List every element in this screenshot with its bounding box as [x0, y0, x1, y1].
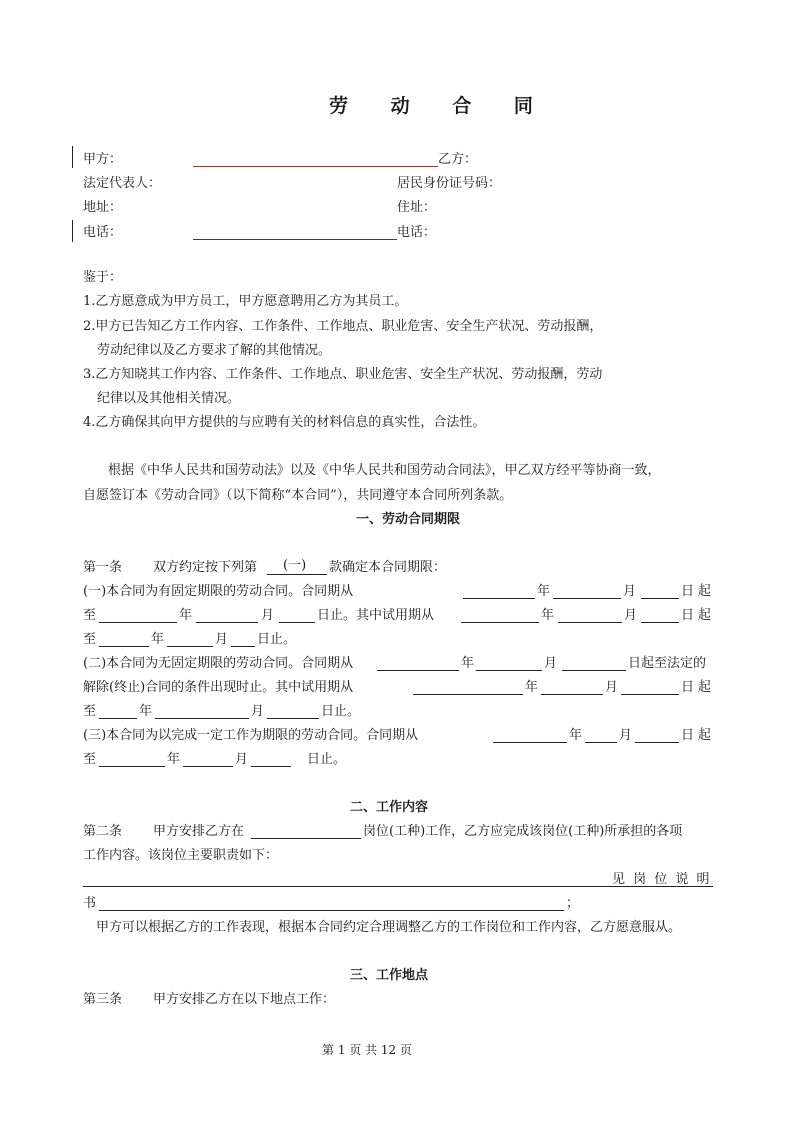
opt2-start-day-blank[interactable] — [562, 670, 626, 671]
opt1-trial-end-day-blank[interactable] — [231, 646, 255, 647]
party-a-blank[interactable] — [193, 166, 438, 167]
opt1-start-year-blank[interactable] — [463, 598, 535, 599]
opt2-year-label: 年 — [461, 656, 475, 671]
opt1-trial-text: 日止。其中试用期从 — [317, 608, 435, 623]
opt2-trial-end-day-blank[interactable] — [267, 718, 319, 719]
opt2-trial-day-from-label: 日起 — [681, 680, 716, 695]
article-3-text: 甲方安排乙方在以下地点工作： — [153, 992, 336, 1007]
opt2-trial-end-year-blank[interactable] — [99, 718, 137, 719]
opt1-trial-end-month-label: 月 — [215, 632, 229, 647]
whereas-item-3-cont: 纪律以及其他相关情况。 — [97, 391, 241, 406]
phone-a-label: 电话： — [83, 225, 123, 240]
article-1-text-a: 双方约定按下列第 — [153, 560, 258, 575]
opt1-trial-end-month-blank[interactable] — [167, 646, 213, 647]
basis-paragraph-line2: 自愿签订本《劳动合同》（以下简称“本合同”），共同遵守本合同所列条款。 — [83, 488, 513, 503]
whereas-item-4: 4.乙方确保其向甲方提供的与应聘有关的材料信息的真实性，合法性。 — [83, 415, 486, 430]
whereas-item-2-cont: 劳动纪律以及乙方要求了解的其他情况。 — [97, 343, 332, 358]
article-3-label: 第三条 — [83, 992, 123, 1007]
party-a-label: 甲方： — [83, 152, 123, 167]
see-post-description: 见 岗 位 说 明 — [612, 872, 712, 887]
opt1-trial-to-label: 至 — [83, 632, 97, 647]
opt1-trial-start-month-blank[interactable] — [558, 622, 622, 623]
article-1-label: 第一条 — [83, 560, 123, 575]
opt2-trial-start-month-blank[interactable] — [541, 694, 603, 695]
opt1-year-label: 年 — [537, 584, 551, 599]
opt2-line2-text: 解除(终止)合同的条件出现时止。其中试用期从 — [83, 680, 354, 695]
opt1-start-day-blank[interactable] — [641, 598, 679, 599]
opt3-start-month-blank[interactable] — [585, 742, 617, 743]
whereas-item-2: 2.甲方已告知乙方工作内容、工作条件、工作地点、职业危害、安全生产状况、劳动报酬， — [83, 319, 603, 334]
opt2-trial-end-year-label: 年 — [139, 704, 153, 719]
residence-label: 住址： — [397, 200, 437, 215]
opt1-month-label: 月 — [623, 584, 637, 599]
opt3-start-day-blank[interactable] — [635, 742, 679, 743]
opt2-trial-end-month-blank[interactable] — [155, 718, 249, 719]
opt1-start-month-blank[interactable] — [553, 598, 621, 599]
opt1-trial-end-year-label: 年 — [151, 632, 165, 647]
opt1-day-from-label: 日起 — [681, 584, 716, 599]
address-label: 地址： — [83, 200, 123, 215]
id-number-label: 居民身份证号码： — [397, 176, 502, 191]
opt3-end-year-label: 年 — [167, 752, 181, 767]
term-choice-value[interactable]: (一) — [283, 558, 307, 573]
revision-bar-bottom — [72, 220, 73, 242]
opt2-to-label: 至 — [83, 704, 97, 719]
opt3-end-month-blank[interactable] — [183, 766, 233, 767]
basis-paragraph-line1: 根据《中华人民共和国劳动法》以及《中华人民共和国劳动合同法》，甲乙双方经平等协商一致， — [108, 463, 661, 478]
article-2-text-a: 甲方安排乙方在 — [153, 824, 245, 839]
revision-bar-top — [72, 146, 73, 168]
party-b-label: 乙方： — [438, 152, 478, 167]
page-title: 劳 动 合 同 — [329, 95, 551, 117]
opt1-end-year-blank[interactable] — [99, 622, 177, 623]
opt1-trial-day-from-label: 日起 — [681, 608, 716, 623]
phone-a-blank[interactable] — [193, 239, 397, 240]
duties-semicolon: ； — [566, 896, 580, 911]
book-text: 书 — [83, 896, 97, 911]
duties-blank-line2[interactable] — [99, 910, 564, 911]
article-2-label: 第二条 — [83, 824, 123, 839]
section-3-heading: 三、工作地点 — [350, 968, 429, 983]
section-2-heading: 二、工作内容 — [350, 800, 429, 815]
opt1-end-day-blank[interactable] — [279, 622, 315, 623]
opt3-end-month-label: 月 — [235, 752, 249, 767]
opt1-to-label: 至 — [83, 608, 97, 623]
opt3-end-label: 日止。 — [307, 752, 347, 767]
opt2-trial-start-day-blank[interactable] — [621, 694, 679, 695]
opt2-trial-start-year-blank[interactable] — [413, 694, 523, 695]
opt1-trial-year-label: 年 — [541, 608, 555, 623]
opt2-trial-end-month-label: 月 — [251, 704, 265, 719]
opt3-end-year-blank[interactable] — [99, 766, 165, 767]
opt2-trial-year-label: 年 — [525, 680, 539, 695]
whereas-heading: 鉴于： — [83, 270, 123, 285]
option-3-text: (三)本合同为以完成一定工作为期限的劳动合同。合同期从 — [83, 728, 419, 743]
opt3-month-label: 月 — [619, 728, 633, 743]
phone-b-label: 电话： — [397, 225, 437, 240]
option-1-text: (一)本合同为有固定期限的劳动合同。合同期从 — [83, 584, 354, 599]
opt3-day-from-label: 日起 — [681, 728, 716, 743]
adjust-paragraph: 甲方可以根据乙方的工作表现，根据本合同约定合理调整乙方的工作岗位和工作内容，乙方愿意服从。 — [96, 920, 682, 935]
opt1-trial-end-year-blank[interactable] — [99, 646, 149, 647]
opt1-trial-start-day-blank[interactable] — [641, 622, 679, 623]
article-2-line2: 工作内容。该岗位主要职责如下： — [83, 848, 279, 863]
opt2-trial-month-label: 月 — [605, 680, 619, 695]
whereas-item-1: 1.乙方愿意成为甲方员工，甲方愿意聘用乙方为其员工。 — [83, 294, 408, 309]
opt2-start-month-blank[interactable] — [476, 670, 542, 671]
opt2-month-label: 月 — [544, 656, 558, 671]
opt1-end-month-blank[interactable] — [196, 622, 258, 623]
article-2-text-b: 岗位(工种)工作，乙方应完成该岗位(工种)所承担的各项 — [363, 824, 683, 839]
opt1-trial-start-year-blank[interactable] — [461, 622, 539, 623]
section-1-heading: 一、劳动合同期限 — [356, 512, 461, 527]
opt1-end-year-label: 年 — [179, 608, 193, 623]
page-footer: 第 1 页 共 12 页 — [322, 1043, 412, 1057]
opt2-trial-end-label: 日止。 — [321, 704, 361, 719]
option-2-text: (二)本合同为无固定期限的劳动合同。合同期从 — [83, 656, 354, 671]
opt3-to-label: 至 — [83, 752, 97, 767]
opt1-trial-end-label: 日止。 — [257, 632, 297, 647]
post-name-blank[interactable] — [251, 838, 361, 839]
opt3-year-label: 年 — [569, 728, 583, 743]
article-1-text-b: 款确定本合同期限： — [329, 560, 447, 575]
opt1-end-month-label: 月 — [261, 608, 275, 623]
opt3-end-day-blank[interactable] — [251, 766, 291, 767]
opt1-trial-month-label: 月 — [624, 608, 638, 623]
term-choice-blank[interactable] — [267, 574, 327, 575]
opt2-start-year-blank[interactable] — [377, 670, 459, 671]
opt3-start-year-blank[interactable] — [493, 742, 567, 743]
opt2-tail-text: 日起至法定的 — [628, 656, 707, 671]
legal-rep-label: 法定代表人： — [83, 176, 162, 191]
whereas-item-3: 3.乙方知晓其工作内容、工作条件、工作地点、职业危害、安全生产状况、劳动报酬，劳动 — [83, 367, 603, 382]
